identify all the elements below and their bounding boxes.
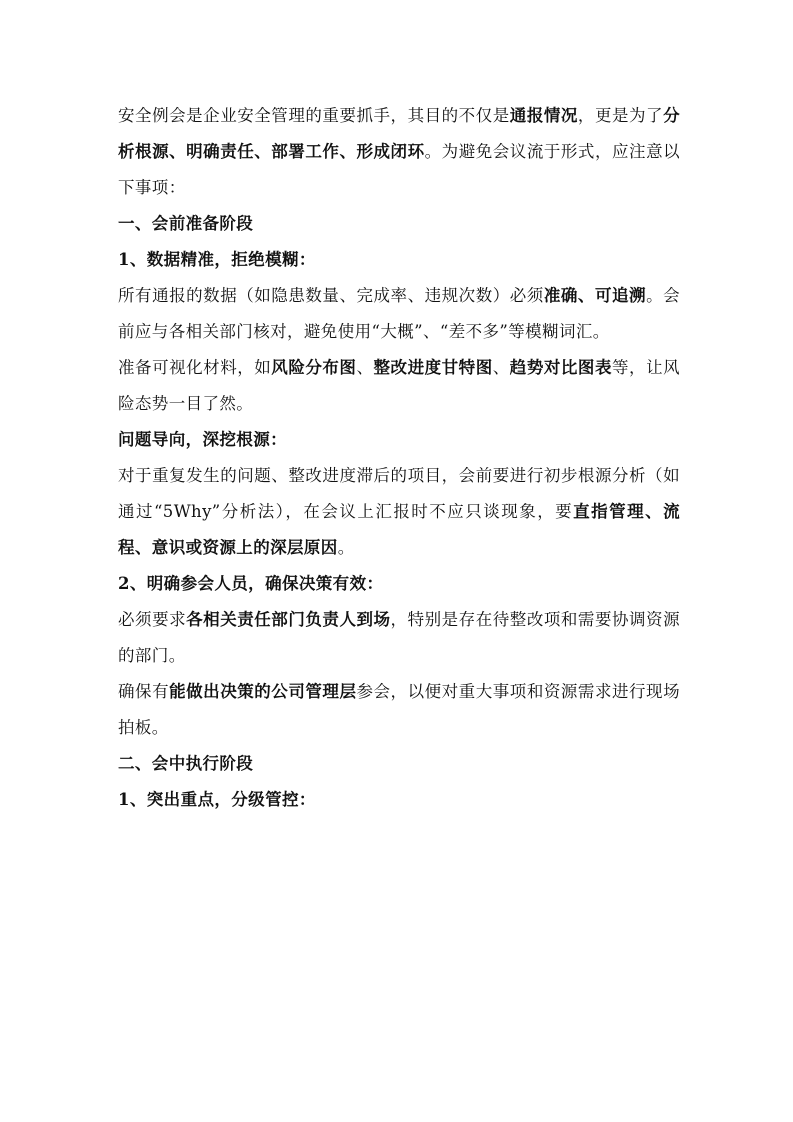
- body-paragraph: [118, 278, 680, 350]
- body-text: 必须要求: [118, 610, 187, 629]
- subsection-heading: 1、突出重点，分级管控：: [118, 790, 316, 809]
- intro-emphasis: 分析根源、明确责任、部署工作、形成闭环: [118, 106, 680, 161]
- body-paragraph: [118, 674, 680, 746]
- intro-text: 安全例会是企业安全管理的重要抓手，其目的不仅是: [118, 106, 510, 125]
- body-emphasis: 准确、可追溯: [543, 286, 647, 305]
- body-paragraph: [118, 350, 680, 422]
- body-text: 。会前应与各相关部门核对，避免使用“大概”、“差不多”等模糊词汇。: [118, 286, 680, 341]
- subsection-heading: 2、明确参会人员，确保决策有效：: [118, 574, 384, 593]
- body-text: 参会，以便对重大事项和资源需求进行现场拍板。: [118, 682, 680, 737]
- intro-paragraph: [118, 98, 680, 206]
- subsection-heading: 问题导向，深挖根源：: [118, 430, 287, 449]
- body-text: 。: [337, 538, 355, 557]
- intro-text: ，更是为了: [577, 106, 664, 125]
- intro-text: 。为避免会议流于形式，应注意以下事项：: [118, 142, 681, 197]
- body-paragraph: [118, 602, 680, 674]
- body-emphasis: 直指管理、流程、意识或资源上的深层原因: [118, 502, 680, 557]
- document-page: [118, 98, 680, 818]
- body-text: 等，让风险态势一目了然。: [118, 358, 680, 413]
- body-text: 所有通报的数据（如隐患数量、完成率、违规次数）必须: [118, 286, 544, 305]
- body-emphasis: 趋势对比图表: [509, 358, 612, 377]
- body-text: 、: [356, 358, 374, 377]
- body-text: 确保有: [118, 682, 170, 701]
- body-emphasis: 各相关责任部门负责人到场: [186, 610, 391, 629]
- body-text: 、: [492, 358, 510, 377]
- section-heading: 二、会中执行阶段: [118, 754, 254, 773]
- body-text: 准备可视化材料，如: [118, 358, 272, 377]
- body-emphasis: 风险分布图: [271, 358, 357, 377]
- subsection-heading: 1、数据精准，拒绝模糊：: [118, 250, 316, 269]
- body-text: 对于重复发生的问题、整改进度滞后的项目，会前要进行初步根源分析（如通过“5Why”分析法），在会议上汇报时不应只谈现象，要: [118, 466, 680, 521]
- body-emphasis: 整改进度甘特图: [373, 358, 493, 377]
- section-heading: 一、会前准备阶段: [118, 214, 254, 233]
- intro-emphasis: 通报情况: [509, 106, 578, 125]
- body-emphasis: 能做出决策的公司管理层: [169, 682, 357, 701]
- body-paragraph: [118, 458, 680, 566]
- body-text: ，特别是存在待整改项和需要协调资源的部门。: [118, 610, 680, 665]
